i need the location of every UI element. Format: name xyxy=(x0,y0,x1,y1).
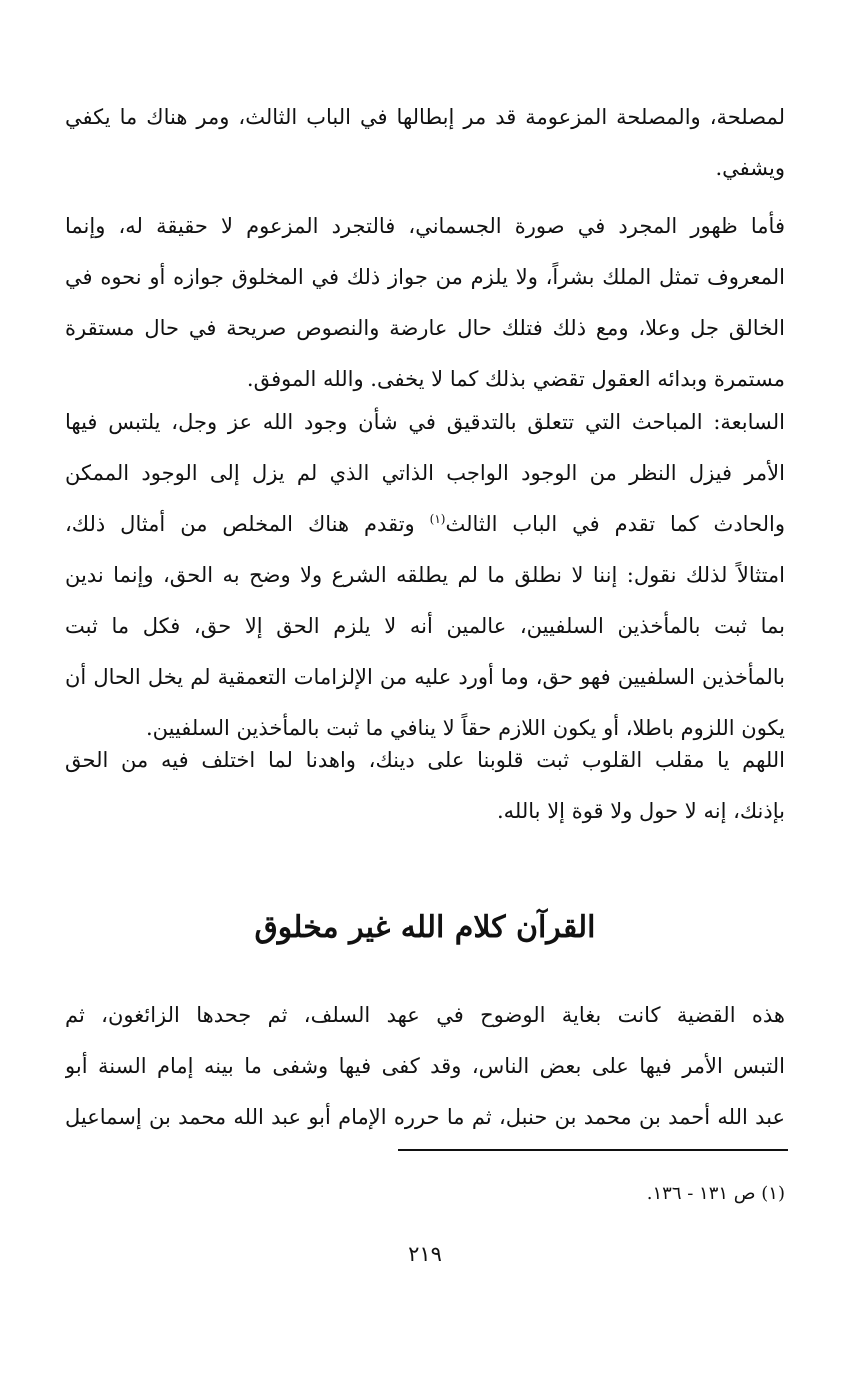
footnote: (١) ص ١٣١ - ١٣٦. xyxy=(646,1183,785,1204)
text-line: امتثالاً لذلك نقول: إننا لا نطلق ما لم يطلقه الشرع ولا وضح به الحق، وإنما ندين xyxy=(65,563,785,587)
paragraph-intro xyxy=(65,92,785,194)
text-line: هذه القضية كانت بغاية الوضوح في عهد السلف، ثم جحدها الزائغون، ثم xyxy=(65,1003,785,1027)
text-line: لمصلحة، والمصلحة المزعومة قد مر إبطالها في الباب الثالث، ومر هناك ما يكفي xyxy=(65,105,785,129)
text-line: فأما ظهور المجرد في صورة الجسماني، فالتجرد المزعوم لا حقيقة له، وإنما xyxy=(65,214,785,238)
text-line: مستمرة وبدائه العقول تقضي بذلك كما لا يخفى. والله الموفق. xyxy=(246,367,785,391)
text-segment: والحادث كما تقدم في الباب الثالث xyxy=(445,512,785,536)
text-line: الخالق جل وعلا، ومع ذلك فتلك حال عارضة والنصوص صريحة في حال مستقرة xyxy=(65,316,785,340)
footnote-marker: (١) xyxy=(429,512,446,526)
text-segment: وتقدم هناك المخلص من أمثال ذلك، xyxy=(65,512,430,536)
section-heading: القرآن كلام الله غير مخلوق xyxy=(254,910,596,945)
text-line: عبد الله أحمد بن محمد بن حنبل، ثم ما حرره الإمام أبو عبد الله محمد بن إسماعيل xyxy=(65,1105,785,1129)
text-line: المعروف تمثل الملك بشراً، ولا يلزم من جواز ذلك في المخلوق جوازه أو نحوه في xyxy=(65,265,785,289)
paragraph-incorporeal xyxy=(65,201,785,405)
text-line: الأمر فيزل النظر من الوجود الواجب الذاتي الذي لم يزل إلى الوجود الممكن xyxy=(65,461,785,485)
text-line: التبس الأمر فيها على بعض الناس، وقد كفى فيها وشفى ما بينه إمام السنة أبو xyxy=(65,1054,785,1078)
text-line-with-footnote xyxy=(65,499,785,550)
paragraph-prayer xyxy=(65,735,785,837)
footnote-divider xyxy=(398,1149,788,1151)
text-line: اللهم يا مقلب القلوب ثبت قلوبنا على دينك، واهدنا لما اختلف فيه من الحق xyxy=(65,748,785,772)
text-line: بما ثبت بالمأخذين السلفيين، عالمين أنه لا يلزم الحق إلا حق، فكل ما ثبت xyxy=(65,614,785,638)
paragraph-seventh xyxy=(65,397,785,754)
text-line: يكون اللزوم باطلا، أو يكون اللازم حقاً لا ينافي ما ثبت بالمأخذين السلفيين. xyxy=(145,716,785,740)
text-line: ويشفي. xyxy=(715,156,785,180)
text-line: بالمأخذين السلفيين فهو حق، وما أورد عليه من الإلزامات التعمقية لم يخل الحال أن xyxy=(65,665,785,689)
page-number: ٢١٩ xyxy=(408,1242,442,1266)
text-line: بإذنك، إنه لا حول ولا قوة إلا بالله. xyxy=(497,799,785,823)
text-line: السابعة: المباحث التي تتعلق بالتدقيق في شأن وجود الله عز وجل، يلتبس فيها xyxy=(65,410,785,434)
paragraph-section-body xyxy=(65,990,785,1143)
